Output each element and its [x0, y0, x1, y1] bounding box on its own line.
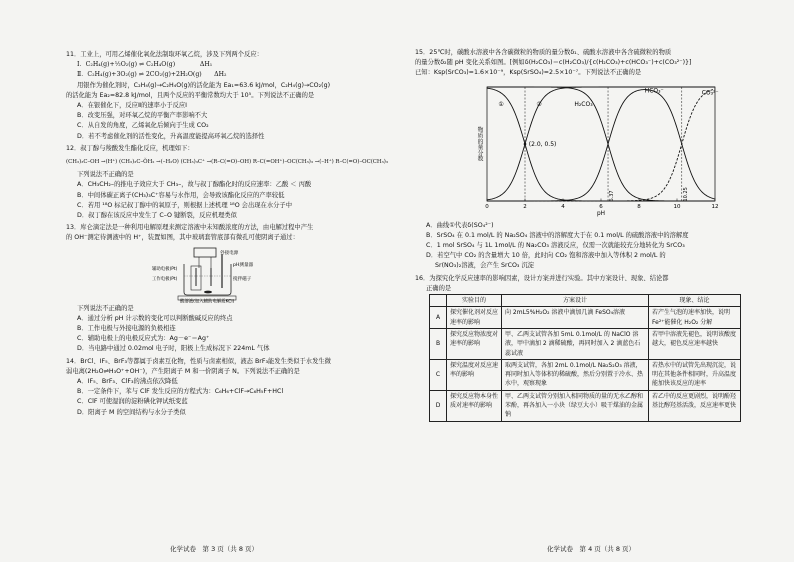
chart-annotation: ① — [498, 100, 504, 108]
q15-option-d: D．若空气中 CO₂ 的含量增大 10 倍，此时向 CO₂ 饱和溶液中加入等体积 2 mol/L 的 — [426, 252, 666, 260]
x-tick-label: 0 — [485, 203, 489, 210]
chart-annotation: (2.0, 0.5) — [528, 140, 557, 148]
row-plan: 甲、乙两支试管各加 5mL 0.1mol/L 的 NaClO 溶液，甲中滴加 2 滴稀硫酸，再同时加入 2 滴蓝色石蕊试液 — [502, 328, 649, 359]
q14-stem-1: 14．BrCl、IF₅、BrF₃等都属于卤素互化物，性质与卤素相似，液态 BrF₃能发生类似于水发生微 — [66, 357, 331, 365]
table-row — [430, 328, 741, 359]
q14-option-d: D．阳离子 M 的空间结构与水分子类似 — [77, 408, 186, 416]
q15-stem-2: 的量分数δ₂随 pH 变化关系如图。[例如δ(H₂CO₃)＝c(H₂CO₃)/{c(H₂CO₃)+c(HCO₃⁻)+c(CO₃²⁻)}] — [415, 59, 692, 67]
x-tick-label: 8 — [637, 203, 641, 210]
chart-annotation: ② — [536, 100, 542, 108]
chart-series — [487, 87, 715, 201]
q12-option-b: B．中间体碳正离子(CH₃)₃C⁺容易与水作用，会导致该酯化反应的产率较低 — [77, 191, 285, 199]
x-tick-label: 4 — [561, 203, 565, 210]
q14-stem-2: 弱电离(2H₂O⇌H₃O⁺+OH⁻)，产生阳离子 M 和一价阴离子 N。下列说法不正确的是 — [66, 367, 300, 375]
table-header: 实验目的 — [447, 295, 502, 307]
x-tick-label: 6 — [599, 203, 603, 210]
table-header: 现象、结论 — [649, 295, 741, 307]
right-column — [415, 46, 770, 422]
row-result: 若乙中的反应更剧烈，说明酚羟基比醇羟基活泼，反应速率更快 — [649, 390, 741, 421]
row-plan: 甲、乙两支试管分别加入相同物质的量的无水乙醇和苯酚，再各加入一小块（绿豆大小）吸干煤油的金属钠 — [502, 390, 649, 421]
row-goal: 探究催化剂对反应速率的影响 — [447, 307, 502, 329]
left-column — [66, 48, 389, 418]
label-ph-meter: pH测量器 — [233, 262, 254, 268]
label-stirrer: 搅拌磁子 — [233, 276, 252, 282]
q16-stem-2: 正确的是 — [426, 284, 452, 292]
x-tick-label: 10 — [673, 203, 681, 210]
q11-reaction-2: Ⅱ．C₂H₄(g)+3O₂(g) ⇌ 2CO₂(g)+2H₂O(g) ΔH₂ — [77, 71, 227, 79]
q11-option-b: B．改变压强，对环氧乙烷的平衡产率影响不大 — [77, 112, 208, 120]
q12-mechanism: (CH₃)₃C–OH →(H⁺) (CH₃)₃C–ŎH₂ →(–H₂O) (CH₃)₃C⁺ →(R–C(=O)–OH) R–C(=OH⁺)–OC(CH₃)₃ →(–H⁺) R–C(=O)–OC(CH₃)₃ — [66, 159, 389, 166]
q11-stem: 11．工业上，可用乙烯催化氧化法制取环氧乙烷，涉及下列两个反应： — [66, 51, 263, 58]
row-plan: 向 2mL5%H₂O₂ 溶液中滴加几滴 FeSO₄溶液 — [502, 307, 649, 329]
q13-stem-1: 13．库仑滴定法是一种利用电解原理来测定溶液中未知酸浓度的方法，由电解过程中产生 — [66, 224, 314, 232]
row-goal: 探究温度对反应速率的影响 — [447, 359, 502, 390]
q11-reaction-1: Ⅰ．C₂H₄(g)+½O₂(g) ⇌ C₂H₄O(g) ΔH₁ — [77, 61, 213, 69]
q12-option-c: C．若用 ¹⁸O 标记叔丁醇中的氧原子，则根据上述机理 ¹⁸O 会出现在水分子中 — [77, 201, 293, 209]
row-option: C — [430, 359, 447, 390]
footer-page-4: 化学试卷 第 4 页（共 8 页） — [547, 545, 636, 553]
row-result: 若产生气泡的速率加快，说明 Fe²⁺能催化 H₂O₂ 分解 — [649, 307, 741, 329]
x-tick-label: 2 — [523, 203, 527, 210]
chart-annotation: H₂CO₃ — [574, 100, 593, 108]
label-aux-electrode: 辅助电极(Pt) — [152, 266, 178, 272]
chart-container — [415, 81, 770, 219]
q12-stem: 12．叔丁醇与羧酸发生酯化反应，机理如下： — [66, 144, 194, 152]
label-power: 外接电源 — [220, 250, 239, 256]
question-15 — [415, 48, 770, 272]
chart-annotations — [498, 87, 718, 148]
row-option: B — [430, 328, 447, 359]
q15-option-c: C．1 mol SrSO₄ 与 1L 1mol/L 的 Na₂CO₃ 溶液反应，仅需一次就能较充分地转化为 SrCO₃ — [426, 242, 685, 250]
q14-option-b: B．一定条件下，苯与 ClF 发生反应的方程式为：C₆H₆+ClF→C₆H₅F+HCl — [77, 388, 284, 396]
q13-option-a: A．通过分析 pH 计示数的变化可以判断酸碱反应的终点 — [77, 314, 233, 322]
label-caption: 酸溶液(加入辅助电解质KCl) — [180, 299, 235, 305]
label-work-electrode: 工作电极(Pt) — [152, 276, 178, 282]
q11-option-d: D．若不考虑催化剂的活性变化，升高温度能提高环氧乙烷的选择性 — [77, 132, 265, 140]
row-plan: 取两支试管，各加 2mL 0.1mol/L Na₂S₂O₃ 溶液，再同时加入等体积的稀硫酸，然后分别置于冷水、热水中，观察现象 — [502, 359, 649, 390]
q15-option-a: A．曲线①代表δ(SO₄²⁻) — [426, 221, 494, 229]
q13-option-c: C．辅助电极上的电极反应式为：Ag－e⁻＝Ag⁺ — [77, 335, 210, 343]
q14-option-c: C．ClF 可使湿润的淀粉碘化钾试纸变蓝 — [77, 398, 188, 406]
chart-annotation: CO₃²⁻ — [701, 89, 719, 97]
question-12 — [66, 144, 389, 221]
q12-prompt: 下列说法不正确的是 — [77, 171, 134, 179]
y-axis-label: 物质的量分数 — [476, 126, 482, 162]
stir-bar — [204, 290, 212, 293]
table-row — [430, 359, 741, 390]
table-row — [430, 307, 741, 329]
q13-stem-2: 的 OH⁻测定待测液中的 H⁺，装置如图，其中玻璃套管底部有微孔可使阴离子通过： — [66, 234, 299, 242]
q11-desc-1: 用银作为催化剂时，C₂H₄(g)→C₂H₄O(g)的活化能为 Ea₁=63.6 kJ/mol，C₂H₄(g)→CO₂(g) — [77, 81, 331, 89]
series-line — [487, 87, 715, 200]
q13-option-b: B．工作电极与外接电源的负极相连 — [77, 325, 176, 333]
q15-option-b: B．SrSO₄ 在 0.1 mol/L 的 Na₂SO₄ 溶液中的溶解度大于在 0.1 mol/L 的硫酸溶液中的溶解度 — [426, 231, 689, 239]
q11-option-c: C．从自发的角度，乙烯氧化后倾向于生成 CO₂ — [77, 122, 209, 130]
series-line — [487, 89, 715, 200]
marked-point — [524, 142, 527, 145]
row-result: 若热水中的试管先出现沉淀，说明在其他条件相同时，升高温度能加快该反应的速率 — [649, 359, 741, 390]
question-14 — [66, 357, 384, 418]
x-tick-label: 12 — [711, 203, 719, 210]
table-header: 方案设计 — [502, 295, 649, 307]
reference-line-label: 6.37 — [609, 189, 616, 202]
q13-prompt: 下列说法不正确的是 — [77, 304, 134, 312]
power-supply-box — [194, 248, 216, 257]
row-option: A — [430, 307, 447, 329]
series-line — [487, 88, 715, 201]
table-header-row — [430, 295, 741, 307]
coulometric-apparatus-diagram — [152, 246, 296, 305]
experiment-table — [429, 294, 741, 422]
q15-known: 已知：Ksp(SrCO₃)=1.6×10⁻⁹，Ksp(SrSO₄)=2.5×10⁻⁷。下列说法不正确的是 — [415, 69, 642, 77]
row-option: D — [430, 390, 447, 421]
row-goal: 探究反应物本身性质对速率的影响 — [447, 390, 502, 421]
distribution-chart — [415, 81, 765, 219]
page-4 — [397, 0, 794, 562]
footer-page-3: 化学试卷 第 3 页（共 8 页） — [170, 545, 259, 553]
q16-stem-1: 16．为探究化学反应速率的影响因素，设计方案并进行实验。其中方案设计、现象、结论都 — [415, 274, 669, 282]
chart-frame — [487, 87, 715, 201]
chart-annotation: HCO₃⁻ — [644, 87, 664, 95]
q15-stem-1: 15．25℃时，碳酸水溶液中各含碳微粒的物质的量分数δ₁、硫酸水溶液中各含硫微粒的物质 — [415, 49, 672, 56]
row-result: 若甲中溶液先褪色，说明该酸度越大，褪色反应速率越快 — [649, 328, 741, 359]
table-row — [430, 390, 741, 421]
q12-option-d: D．叔丁醇在该反应中发生了 C–O 键断裂，反应机理类似 — [77, 212, 237, 220]
q14-option-a: A．IF₅、BrF₃、ClF₃的沸点依次降低 — [77, 378, 178, 386]
table-header — [430, 295, 447, 307]
series-line — [487, 87, 715, 201]
q12-option-a: A．CH₃CH₂–的推电子效应大于 CH₃–，故与叔丁醇酯化时的反应速率：乙酸 ＜ 丙酸 — [77, 181, 312, 189]
question-16 — [415, 274, 770, 422]
q11-option-a: A．在银催化下，反应Ⅱ的速率小于反应Ⅰ — [77, 102, 188, 110]
q13-option-d: D．当电路中通过 0.02mol 电子时，阳极上生成标况下 224mL 气体 — [77, 345, 270, 353]
question-11 — [66, 50, 384, 142]
row-goal: 探究反应物浓度对速率的影响 — [447, 328, 502, 359]
question-13 — [66, 223, 384, 354]
q11-desc-2: 的活化能为 Ea₂=82.8 kJ/mol，且两个反应的平衡常数均大于 10⁵。下列说法不正确的是 — [66, 91, 315, 99]
reference-line-label: 10.25 — [682, 186, 689, 202]
x-axis-label: pH — [596, 210, 606, 217]
series-line — [487, 89, 715, 201]
q15-option-d-cont: Sr(NO₃)₂溶液，会产生 SrCO₃ 沉淀 — [435, 262, 535, 270]
